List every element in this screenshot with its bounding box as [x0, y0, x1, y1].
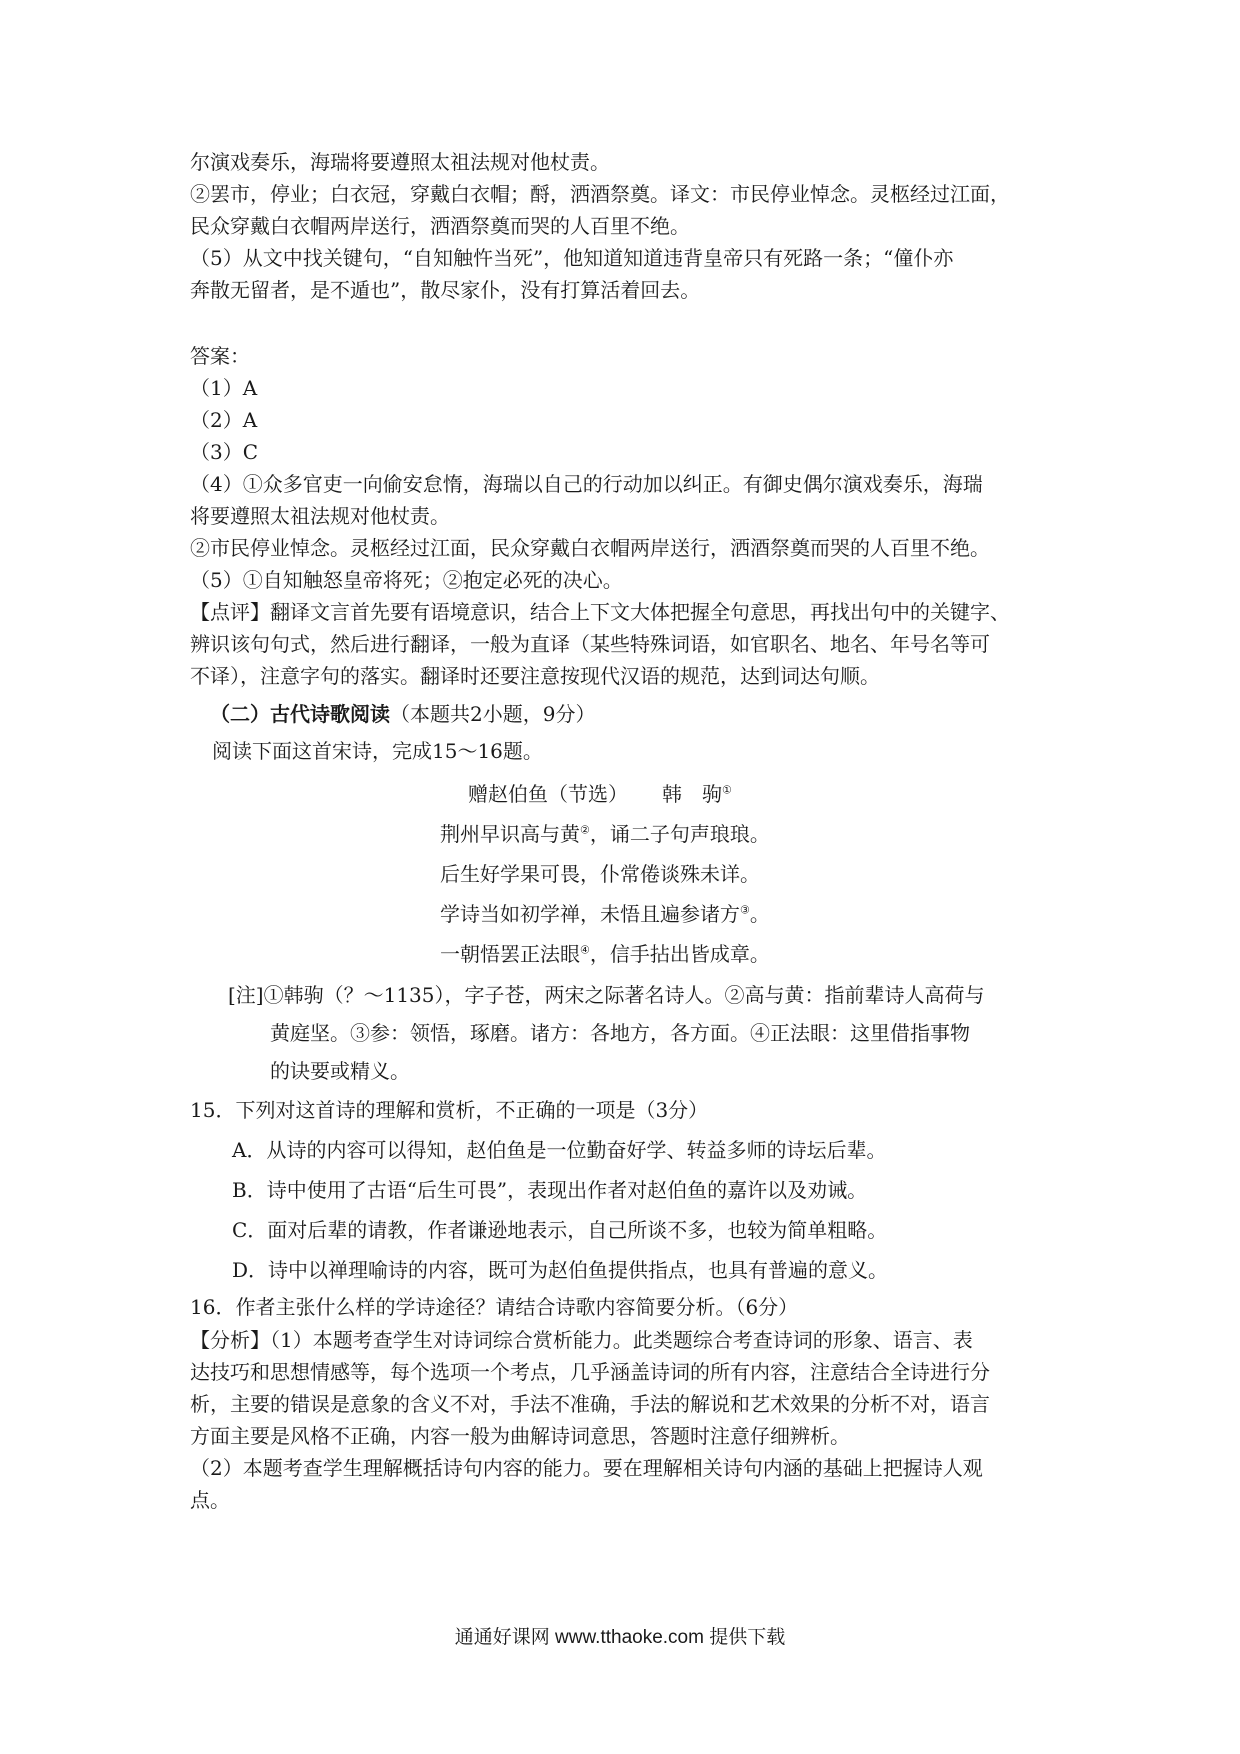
poem-line-text: 荆州早识高与黄: [440, 822, 580, 846]
question-15: 15．下列对这首诗的理解和赏析，不正确的一项是（3分）: [190, 1098, 709, 1122]
note-line: 的诀要或精义。: [270, 1059, 410, 1083]
footnote-marker: ①: [722, 783, 732, 797]
poem-line: [190, 814, 1060, 854]
option-d: D．诗中以禅理喻诗的内容，既可为赵伯鱼提供指点，也具有普遍的意义。: [232, 1258, 889, 1282]
poem-line-text: 一朝悟罢正法眼: [440, 942, 580, 966]
poem-title-line: [190, 774, 1060, 814]
section-heading-title: （二）古代诗歌阅读: [210, 702, 390, 726]
analysis-line: （2）本题考查学生理解概括诗句内容的能力。要在理解相关诗句内涵的基础上把握诗人观: [190, 1456, 983, 1480]
answer-4: ②市民停业悼念。灵柩经过江面，民众穿戴白衣帽两岸送行，洒酒祭奠而哭的人百里不绝。: [190, 536, 990, 560]
text-line: 尔演戏奏乐，海瑞将要遵照太祖法规对他杖责。: [190, 150, 610, 174]
answers-label: 答案：: [190, 344, 250, 368]
answer-5: （5）①自知触怒皇帝将死；②抱定必死的决心。: [190, 568, 623, 592]
answer-4: （4）①众多官吏一向偷安怠惰，海瑞以自己的行动加以纠正。有御史偶尔演戏奏乐，海瑞: [190, 472, 983, 496]
footnote-marker: ③: [740, 903, 750, 917]
poem-line-text: ，信手拈出皆成章。: [589, 942, 770, 966]
poem-line-text: ，诵二子句声琅琅。: [589, 822, 770, 846]
poem-author: 韩 驹: [662, 782, 722, 806]
option-b: B．诗中使用了古语“后生可畏”，表现出作者对赵伯鱼的嘉许以及劝诫。: [232, 1178, 868, 1202]
text-line: ②罢市，停业；白衣冠，穿戴白衣帽；酹，洒酒祭奠。译文：市民停业悼念。灵柩经过江面，: [190, 182, 1010, 206]
poem-line: [190, 934, 1060, 974]
poem-line-text: 。: [749, 902, 770, 926]
analysis-line: 达技巧和思想情感等，每个选项一个考点，几乎涵盖诗词的所有内容，注意结合全诗进行分: [190, 1360, 990, 1384]
section-heading: [190, 698, 1060, 730]
poem-line: [190, 894, 1060, 934]
answer-1: （1）A: [190, 376, 258, 400]
analysis-line: 析，主要的错误是意象的含义不对，手法不准确，手法的解说和艺术效果的分析不对，语言: [190, 1392, 990, 1416]
option-c: C．面对后辈的请教，作者谦逊地表示，自己所谈不多，也较为简单粗略。: [232, 1218, 888, 1242]
comment: 【点评】翻译文言首先要有语境意识，结合上下文大体把握全句意思，再找出句中的关键字、: [190, 600, 1010, 624]
answer-4: 将要遵照太祖法规对他杖责。: [190, 504, 450, 528]
comment: 辨识该句句式，然后进行翻译，一般为直译（某些特殊词语，如官职名、地名、年号名等可: [190, 632, 990, 656]
note-line: 黄庭坚。③参：领悟，琢磨。诸方：各地方，各方面。④正法眼：这里借指事物: [270, 1021, 970, 1045]
section-heading-meta: （本题共2小题，9分）: [390, 702, 596, 726]
analysis: [190, 1324, 1060, 1516]
document-body: [190, 146, 1060, 1516]
poem-title: 赠赵伯鱼（节选）: [468, 782, 628, 806]
footnote-marker: ④: [580, 943, 590, 957]
text-line: 奔散无留者，是不遁也”，散尽家仆，没有打算活着回去。: [190, 278, 701, 302]
section-instruction: 阅读下面这首宋诗，完成15～16题。: [212, 739, 543, 763]
analysis-line: 点。: [190, 1488, 230, 1512]
text-line: （5）从文中找关键句，“自知触忤当死”，他知道知道违背皇帝只有死路一条；“僮仆亦: [190, 246, 954, 270]
answer-3: （3）C: [190, 440, 259, 464]
poem-line-text: 学诗当如初学禅，未悟且遍参诸方: [440, 902, 740, 926]
note-line: [注]①韩驹（？～1135），字子苍，两宋之际著名诗人。②高与黄：指前辈诗人高荷与: [228, 983, 985, 1007]
footnote-marker: ②: [580, 823, 590, 837]
analysis-line: 方面主要是风格不正确，内容一般为曲解诗词意思，答题时注意仔细辨析。: [190, 1424, 850, 1448]
option-a: A．从诗的内容可以得知，赵伯鱼是一位勤奋好学、转益多师的诗坛后辈。: [232, 1138, 887, 1162]
question-16: 16．作者主张什么样的学诗途径？请结合诗歌内容简要分析。（6分）: [190, 1295, 799, 1319]
answer-2: （2）A: [190, 408, 258, 432]
page-footer: 通通好课网 www.tthaoke.com 提供下载: [454, 1627, 786, 1648]
poem-notes: [190, 976, 1060, 1090]
analysis-line: 【分析】（1）本题考查学生对诗词综合赏析能力。此类题综合考查诗词的形象、语言、表: [190, 1328, 973, 1352]
text-line: 民众穿戴白衣帽两岸送行，洒酒祭奠而哭的人百里不绝。: [190, 214, 690, 238]
spacer: [190, 306, 1060, 340]
poem: [190, 774, 1060, 974]
comment: 不译），注意字句的落实。翻译时还要注意按现代汉语的规范，达到词达句顺。: [190, 664, 880, 688]
poem-line: 后生好学果可畏，仆常倦谈殊未详。: [440, 862, 760, 886]
